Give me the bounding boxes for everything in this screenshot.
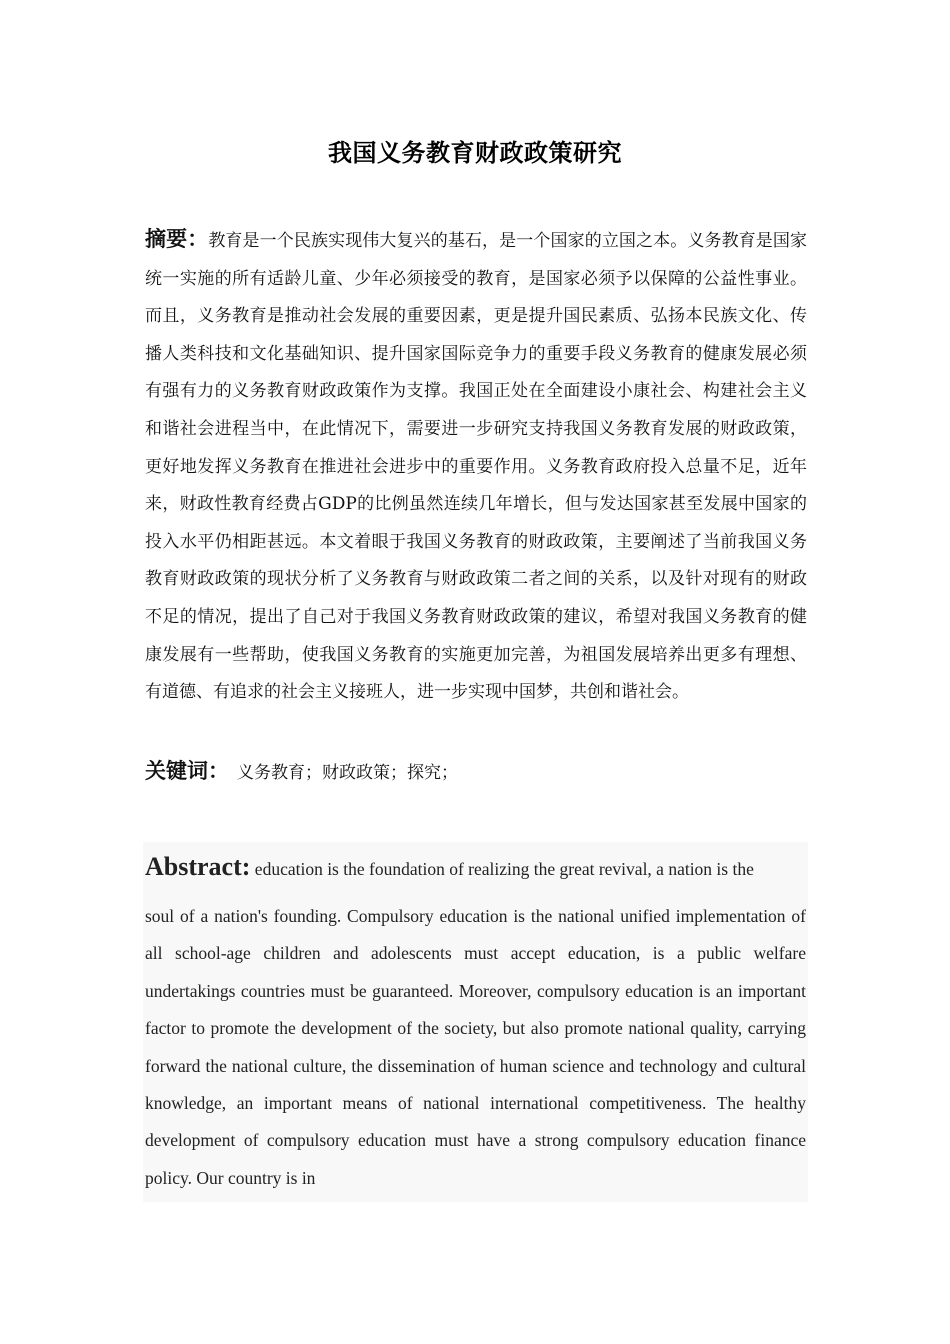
abstract-english <box>145 852 806 1197</box>
keywords <box>145 753 807 791</box>
keywords-text: 义务教育；财政政策；探究； <box>237 763 458 783</box>
abstract-text-zh: 教育是一个民族实现伟大复兴的基石，是一个国家的立国之本。义务教育是国家统一实施的所有适龄儿童、少年必须接受的教育，是国家必须予以保障的公益性事业。而且，义务教育是推动社会发展的重要因素，更是提升国民素质、弘扬本民族文化、传播人类科技和文化基础知识、提升国家国际竞争力的重要手段义务教育的健康发展必须有强有力的义务教育财政政策作为支撑。我国正处在全面建设小康社会、构建社会主义和谐社会进程当中，在此情况下，需要进一步研究支持我国义务教育发展的财政政策，更好地发挥义务教育在推进社会进步中的重要作用。义务教育政府投入总量不足，近年来，财政性教育经费占GDP的比例虽然连续几年增长，但与发达国家甚至发展中国家的投入水平仍相距甚远。本文着眼于我国义务教育的财政政策，主要阐述了当前我国义务教育财政政策的现状分析了义务教育与财政政策二者之间的关系，以及针对现有的财政不足的情况，提出了自己对于我国义务教育财政政策的建议，希望对我国义务教育的健康发展有一些帮助，使我国义务教育的实施更加完善，为祖国发展培养出更多有理想、有道德、有追求的社会主义接班人，进一步实现中国梦，共创和谐社会。 <box>145 231 808 703</box>
document-title: 我国义务教育财政政策研究 <box>328 139 622 167</box>
abstract-first-text-en: education is the foundation of realizing the great revival, a nation is the <box>254 859 754 879</box>
abstract-text-en: soul of a nation's founding. Compulsory education is the national unified implementation of all school-age children and adolescents must accept education, is a public welfare undertakings countries must be guaranteed. Moreover, compulsory education is an important factor to promote the development of the society, but also promote national quality, carrying forward the national culture, the dissemination of human science and technology and cultural knowledge, an important means of national international competitiveness. The healthy development of compulsory education must have a strong compulsory education finance policy. Our country is in <box>145 906 806 1188</box>
abstract-label-zh: 摘要： <box>145 227 209 251</box>
abstract-label-en: Abstract: <box>145 852 251 881</box>
abstract-first-line-en <box>145 852 806 884</box>
abstract-chinese <box>145 221 807 712</box>
keywords-label: 关键词： <box>145 759 229 783</box>
